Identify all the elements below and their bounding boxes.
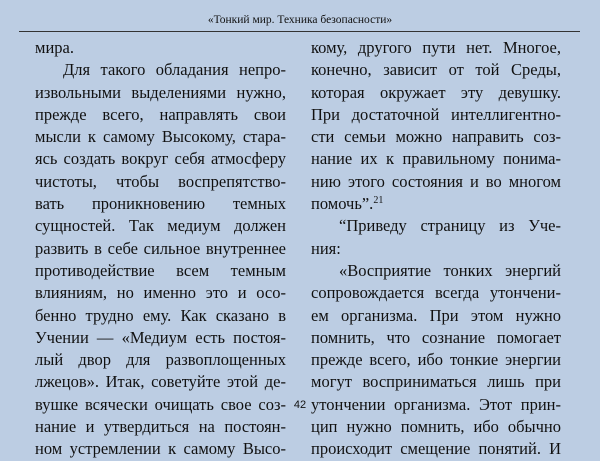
text-line-content: влияниям, но именно это и осо- (35, 283, 286, 303)
text-line-content: вать проникновению темных (35, 194, 286, 214)
text-line-content: Учении — «Медиум есть постоя- (35, 327, 286, 347)
text-line-content: цип нужно помнить, ибо обычно (311, 417, 561, 437)
text-line (311, 215, 561, 237)
text-line (311, 59, 561, 81)
text-line (35, 327, 286, 349)
text-line-content: При достаточной интеллигентно- (311, 104, 561, 124)
text-line-content: развить в себе сильное внутреннее (35, 238, 286, 258)
text-line (35, 193, 286, 215)
text-line-content: происходит смещение понятий. И (311, 439, 561, 459)
text-line (311, 371, 561, 393)
text-line-content: сти семьи можно направить соз- (311, 127, 561, 147)
text-line (311, 193, 561, 215)
text-line-content: конечно, зависит от той Среды, (311, 60, 561, 80)
text-line-content: кому, другого пути нет. Многое, (311, 38, 561, 57)
text-line-content: сопровождается всегда утончени- (311, 283, 561, 303)
text-line-content: Для такого обладания непро- (63, 60, 286, 80)
right-text-column (311, 37, 561, 461)
text-line (311, 282, 561, 304)
text-line-content: мысли к самому Высокому, стара- (35, 127, 286, 147)
text-line (311, 327, 561, 349)
text-line-content: вушке всячески очищать свое соз- (35, 394, 286, 414)
text-line-content: ния: (311, 238, 341, 258)
text-line-content: сущностей. Так медиум должен (35, 216, 286, 236)
left-text-column (35, 37, 286, 461)
text-line-content: утончении организма. Этот прин- (311, 394, 561, 414)
text-line-content: извольными выделениями нужно, (35, 82, 286, 102)
text-line (311, 37, 561, 59)
text-line (35, 148, 286, 170)
text-line (35, 126, 286, 148)
text-line-content: лый двор для развоплощенных (35, 350, 286, 370)
text-line-content: нание и утвердиться на постоян- (35, 417, 286, 437)
text-line (35, 260, 286, 282)
text-line (35, 37, 286, 59)
text-line (311, 148, 561, 170)
text-line-content: чистоты, чтобы воспрепятство- (35, 171, 286, 191)
text-line-content: могут восприниматься лишь при (311, 372, 561, 392)
text-line-content: ем организма. При этом нужно (311, 305, 561, 325)
text-line-content: бенно трудно ему. Как сказано в (35, 305, 286, 325)
text-line (311, 104, 561, 126)
text-line (311, 82, 561, 104)
text-line-content: ном устремлении к самому Высо- (35, 439, 286, 459)
text-line (35, 171, 286, 193)
text-line-content: “Приведу страницу из Уче- (339, 216, 561, 236)
text-line-content: прежде всего, ибо тонкие энергии (311, 350, 561, 370)
text-line-content: ясь создать вокруг себя атмосферу (35, 149, 286, 169)
text-line (311, 260, 561, 282)
text-line (35, 59, 286, 81)
text-line (311, 238, 561, 260)
text-line-content: которая окружает эту девушку. (311, 82, 561, 102)
text-line-content: противодействие всем темным (35, 260, 286, 280)
text-line (35, 82, 286, 104)
text-line-content: помнить, что сознание помогает (311, 327, 561, 347)
text-line-content: помочь”. (311, 194, 374, 214)
text-line (311, 171, 561, 193)
text-line (311, 126, 561, 148)
text-line (35, 416, 286, 438)
text-line (35, 349, 286, 371)
text-line (311, 349, 561, 371)
page-number: 42 (293, 399, 307, 411)
text-line (311, 305, 561, 327)
text-line (35, 215, 286, 237)
text-line (35, 371, 286, 393)
text-line (311, 438, 561, 460)
text-line (35, 238, 286, 260)
text-line-content: нию этого состояния и во многом (311, 171, 561, 191)
text-line-content: лжецов». Итак, советуйте этой де- (35, 372, 286, 392)
text-line-content: нание их к правильному понима- (311, 149, 561, 169)
header-divider (19, 31, 580, 32)
running-header-title: «Тонкий мир. Техника безопасности» (207, 14, 393, 26)
text-line (35, 305, 286, 327)
text-line-content: «Восприятие тонких энергий (339, 260, 561, 280)
text-line (35, 438, 286, 460)
footnote-reference[interactable]: 21 (373, 195, 384, 207)
text-line (35, 282, 286, 304)
text-line-content: мира. (35, 38, 74, 57)
text-line (35, 104, 286, 126)
text-line-content: прежде всего, направлять свои (35, 104, 286, 124)
text-line (311, 416, 561, 438)
